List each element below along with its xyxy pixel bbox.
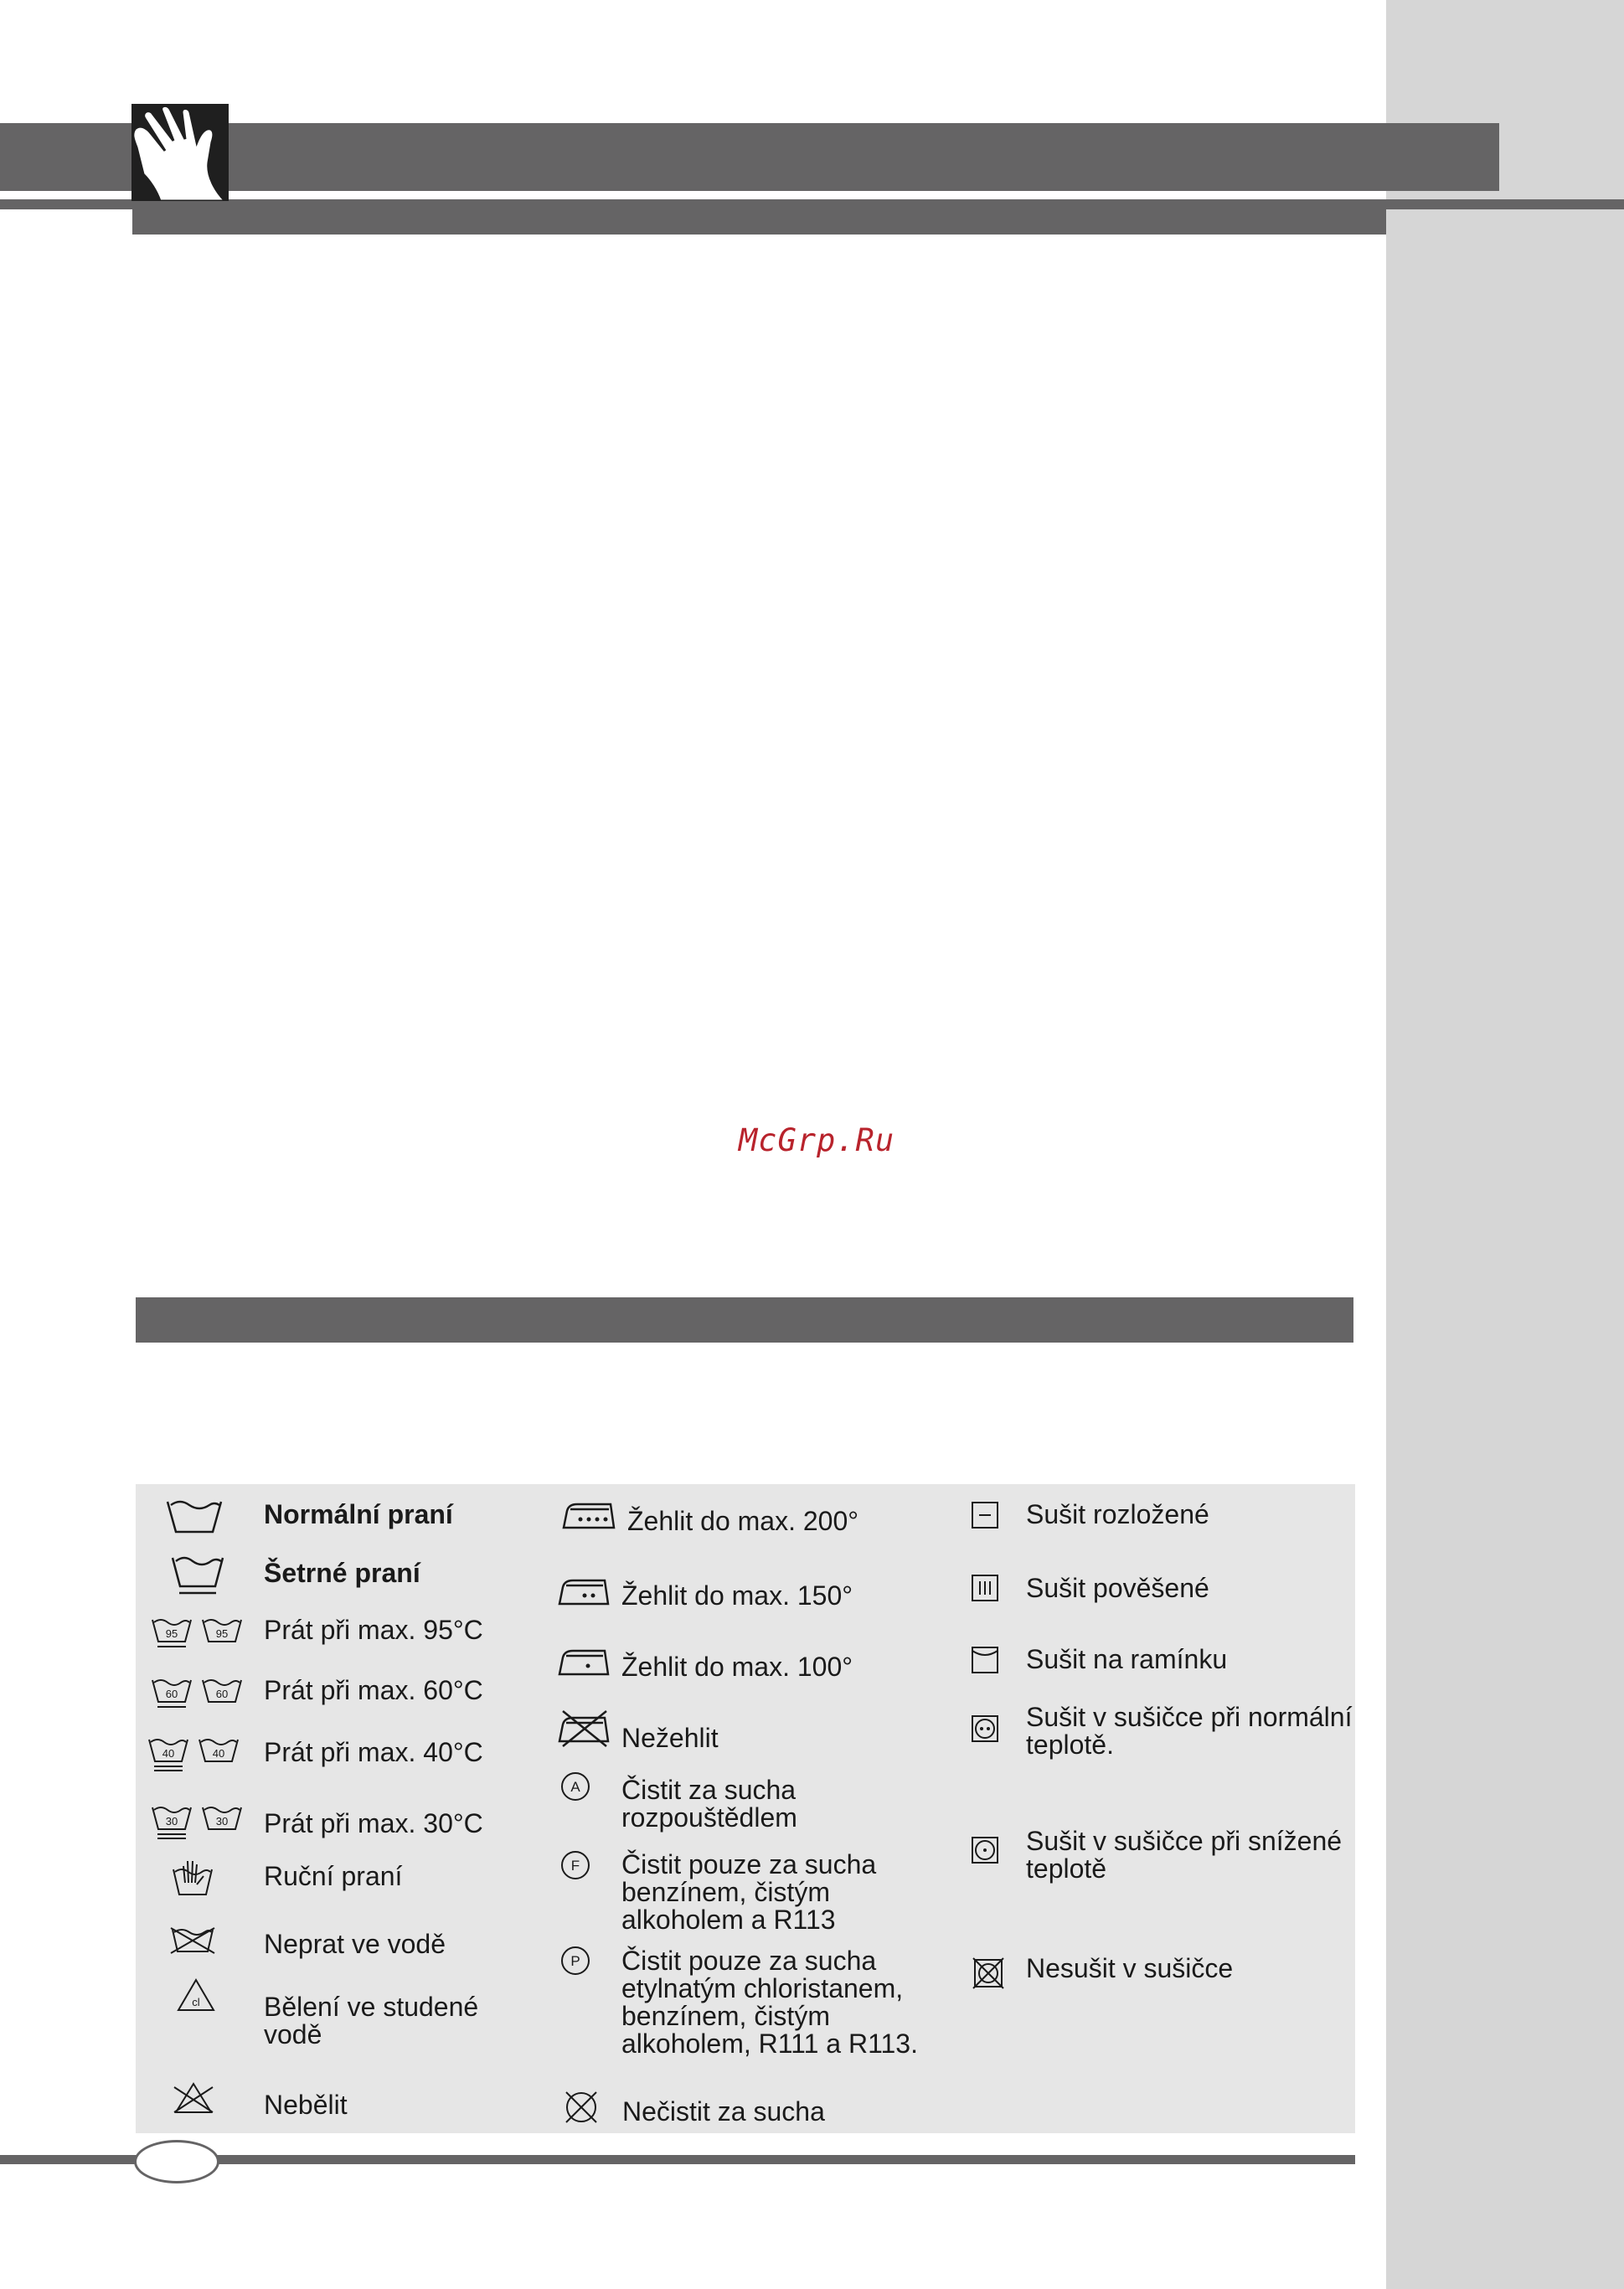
wash-60-icon	[151, 1677, 243, 1710]
wash-40-icon	[147, 1736, 240, 1773]
svg-text:60: 60	[165, 1688, 178, 1700]
symbol-label-tumble-dry-low: Sušit v sušičce při snížené teplotě	[1026, 1826, 1343, 1884]
do-not-bleach-icon	[171, 2080, 216, 2114]
svg-text:60: 60	[215, 1688, 229, 1700]
svg-text:cl: cl	[192, 1996, 200, 2008]
header-strip	[132, 209, 1386, 235]
svg-text:40: 40	[212, 1747, 225, 1760]
do-not-iron-icon	[558, 1708, 611, 1748]
symbol-label-hang-dry: Sušit na ramínku	[1026, 1644, 1228, 1674]
watermark: McGrp.Ru	[738, 1122, 895, 1158]
symbol-label-dry-clean-a: Čistit za sucha rozpouštědlem	[621, 1775, 797, 1833]
svg-text:40: 40	[162, 1747, 175, 1760]
symbol-label-wash-60: Prát při max. 60°C	[264, 1675, 483, 1705]
iron-1-dot-icon	[558, 1646, 611, 1678]
hand-wash-icon	[172, 1858, 214, 1898]
tumble-dry-normal-icon	[971, 1714, 999, 1743]
svg-text:F: F	[570, 1858, 580, 1874]
svg-text:95: 95	[165, 1627, 178, 1640]
do-not-dry-clean-icon	[563, 2089, 600, 2126]
symbol-label-wash-40: Prát při max. 40°C	[264, 1737, 483, 1767]
symbol-label-iron-100: Žehlit do max. 100°	[621, 1652, 853, 1682]
washtub-icon	[166, 1498, 223, 1535]
svg-text:P: P	[570, 1953, 580, 1969]
dry-flat-icon	[971, 1501, 999, 1529]
svg-text:30: 30	[165, 1815, 178, 1828]
svg-text:30: 30	[215, 1815, 229, 1828]
dry-clean-a-icon	[559, 1771, 591, 1802]
section-bar	[136, 1297, 1353, 1343]
symbol-label-do-not-dry-clean: Nečistit za sucha	[622, 2096, 825, 2127]
symbol-label-drip-dry: Sušit pověšené	[1026, 1573, 1209, 1603]
wash-95-icon	[151, 1616, 243, 1650]
symbol-label-dry-clean-f: Čistit pouze za sucha benzínem, čistým alkoholem a R113	[621, 1849, 877, 1935]
svg-text:A: A	[570, 1779, 580, 1795]
page-number-badge	[134, 2140, 219, 2183]
symbol-label-hand-wash: Ruční praní	[264, 1861, 403, 1891]
symbol-label-iron-150: Žehlit do max. 150°	[621, 1580, 853, 1611]
side-panel	[1386, 0, 1624, 2289]
symbol-label-dry-clean-p: Čistit pouze za sucha etylnatým chloristanem, benzínem, čistým alkoholem, R111 a R113.	[621, 1946, 918, 2059]
symbol-label-bleach: Bělení ve studené vodě	[264, 1992, 479, 2049]
symbol-label-do-not-iron: Nežehlit	[621, 1723, 719, 1753]
symbol-label-wash-30: Prát při max. 30°C	[264, 1808, 483, 1838]
do-not-wash-icon	[169, 1926, 216, 1955]
bleach-icon	[177, 1978, 215, 2012]
drip-dry-icon	[971, 1574, 999, 1602]
hand-icon	[131, 104, 229, 201]
dry-clean-p-icon	[559, 1945, 591, 1977]
symbol-label-do-not-tumble-dry: Nesušit v sušičce	[1026, 1953, 1234, 1983]
symbol-label-iron-200: Žehlit do max. 200°	[627, 1506, 859, 1536]
header-rule	[0, 199, 1624, 209]
svg-text:95: 95	[215, 1627, 229, 1640]
symbol-label-do-not-wash: Neprat ve vodě	[264, 1929, 446, 1959]
tumble-dry-low-icon	[971, 1836, 999, 1864]
hang-dry-icon	[971, 1646, 999, 1674]
dry-clean-f-icon	[559, 1849, 591, 1881]
symbol-label-tumble-dry-normal: Sušit v sušičce při normální teplotě.	[1026, 1702, 1353, 1760]
symbol-label-wash-95: Prát při max. 95°C	[264, 1615, 483, 1645]
symbol-label-gentle-wash: Šetrné praní	[264, 1558, 420, 1588]
washtub-gentle-icon	[171, 1554, 224, 1596]
iron-3-dots-icon	[562, 1499, 617, 1531]
symbol-label-do-not-bleach: Nebělit	[264, 2090, 348, 2120]
iron-2-dots-icon	[558, 1575, 611, 1607]
wash-30-icon	[151, 1804, 243, 1841]
do-not-tumble-dry-icon	[972, 1956, 1005, 1990]
symbol-label-dry-flat: Sušit rozložené	[1026, 1499, 1209, 1529]
symbol-label-normal-wash: Normální praní	[264, 1499, 453, 1529]
